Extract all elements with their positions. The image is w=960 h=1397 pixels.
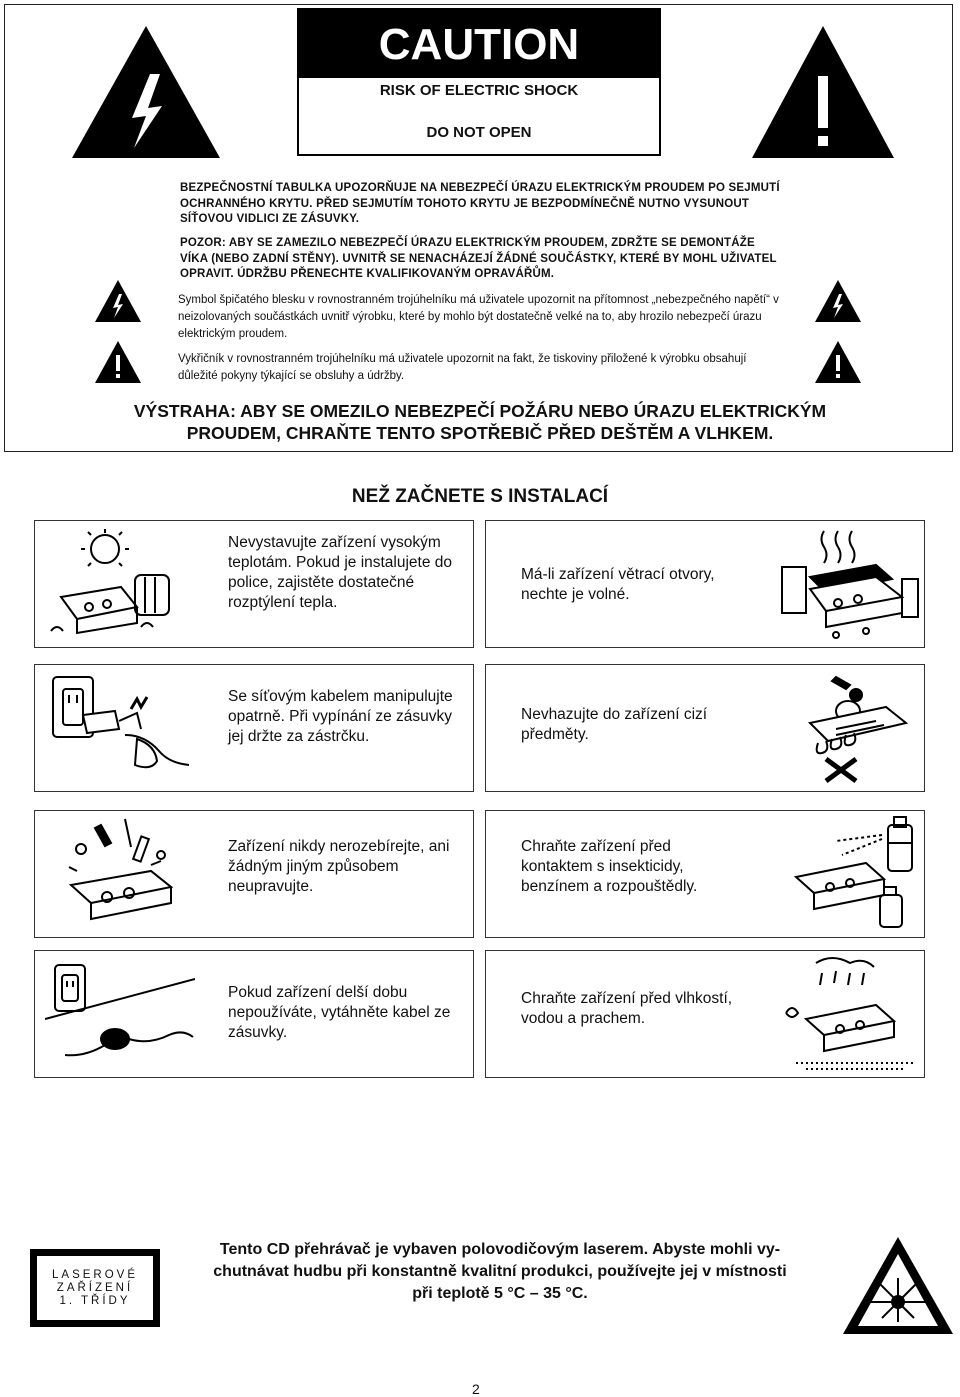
install-text-water: Chraňte zařízení před vlhkostí, vodou a prachem. xyxy=(521,990,733,1027)
lightning-symbol-description: Symbol špičatého blesku v rovnostranném trojúhelníku má uživatele upozornit na přítomnost „nebezpečného napětí“ v neizolovaných součástkách uvnitř výrobku, které by mohlo být dostatečně velké na to, aby hrozilo nebezpečí úrazu elektrickým proudem. xyxy=(178,294,779,340)
foreign-objects-icon xyxy=(776,671,922,789)
install-card-vents xyxy=(485,520,925,648)
page-number: 2 xyxy=(472,1381,480,1397)
safety-para-2: POZOR: ABY SE ZAMEZILO NEBEZPEČÍ ÚRAZU ELEKTRICKÝM PROUDEM, ZDRŽTE SE DEMONTÁŽE VÍKA (NEBO ZADNÍ STĚNY). UVNITŘ SE NENACHÁZEJÍ ŽÁDNÉ SOUČÁSTKY, KTERÉ BY MOHL UŽIVATEL OPRAVIT. ÚDRŽBU PŘENECHTE KVALIFIKOVANÝM OPRAVÁŘŮM. xyxy=(180,237,777,280)
exclamation-symbol-description: Vykřičník v rovnostranném trojúhelníku má uživatele upozornit na fakt, že tiskoviny přiložené k výrobku obsahují důležité pokyny týkající se obsluhy a údržby. xyxy=(178,353,747,382)
exclamation-triangle-icon xyxy=(93,339,143,385)
install-card-heat xyxy=(34,520,474,648)
install-heading: NEŽ ZAČNETE S INSTALACÍ xyxy=(351,486,609,507)
caution-risk-text: RISK OF ELECTRIC SHOCK xyxy=(379,82,579,99)
install-card-objects xyxy=(485,664,925,792)
install-card-chemicals xyxy=(485,810,925,938)
laser-text-line-1: Tento CD přehrávač je vybaven polovodičovým laserem. Abyste mohli vy- xyxy=(219,1241,781,1258)
unplugged-cord-icon xyxy=(45,959,195,1069)
laser-text-line-2: chutnávat hudbu při konstantně kvalitní produkci, používejte jej v místnosti xyxy=(213,1263,787,1280)
laser-text-line-3: při teplotě 5 °C – 35 °C. xyxy=(412,1285,588,1302)
warning-line-1: VÝSTRAHA: ABY SE OMEZILO NEBEZPEČÍ POŽÁRU NEBO ÚRAZU ELEKTRICKÝM xyxy=(133,401,827,421)
install-text-cable: Se síťovým kabelem manipulujte opatrně. Při vypínání ze zásuvky jej držte za zástrčku. xyxy=(228,688,453,745)
install-card-disassemble xyxy=(34,810,474,938)
lightning-triangle-icon xyxy=(93,278,143,324)
laser-label-line-1: LASEROVÉ xyxy=(52,1268,138,1281)
disassembly-icon xyxy=(41,815,201,933)
exclamation-warning-icon xyxy=(748,22,898,162)
water-dust-icon xyxy=(776,953,922,1075)
install-card-water xyxy=(485,950,925,1078)
laser-class-label xyxy=(30,1249,160,1327)
lightning-triangle-icon xyxy=(813,278,863,324)
covered-vents-icon xyxy=(776,527,922,645)
install-text-heat: Nevystavujte zařízení vysokým teplotám. Pokud je instalujete do police, zajistěte dostatečné rozptýlení tepla. xyxy=(228,534,453,611)
caution-box xyxy=(297,8,661,156)
laser-label-line-2: ZAŘÍZENÍ xyxy=(56,1281,134,1294)
laser-label-line-3: 1. TŘÍDY xyxy=(59,1294,131,1307)
install-card-unplug xyxy=(34,950,474,1078)
caution-title: CAUTION xyxy=(299,10,659,78)
install-text-chemicals: Chraňte zařízení před kontaktem s insekticidy, benzínem a rozpouštědly. xyxy=(521,838,698,895)
spray-chemicals-icon xyxy=(776,815,922,935)
warning-line-2: PROUDEM, CHRAŇTE TENTO SPOTŘEBIČ PŘED DEŠTĚM A VLHKEM. xyxy=(186,423,774,443)
install-text-unplug: Pokud zařízení delší dobu nepoužíváte, vytáhněte kabel ze zásuvky. xyxy=(228,984,451,1041)
heat-sun-icon xyxy=(41,527,201,641)
install-text-disassemble: Zařízení nikdy nerozebírejte, ani žádným jiným způsobem neupravujte. xyxy=(228,838,450,895)
install-text-objects: Nevhazujte do zařízení cizí předměty. xyxy=(521,706,708,743)
caution-do-not-open-text: DO NOT OPEN xyxy=(426,124,532,141)
safety-para-1: BEZPEČNOSTNÍ TABULKA UPOZORŇUJE NA NEBEZPEČÍ ÚRAZU ELEKTRICKÝM PROUDEM PO SEJMUTÍ OCHRANNÉHO KRYTU. PŘED SEJMUTÍM TOHOTO KRYTU JE BEZPODMÍNEČNĚ NUTNO VYSUNOUT SÍŤOVOU VIDLICI ZE ZÁSUVKY. xyxy=(180,182,780,225)
install-text-vents: Má-li zařízení větrací otvory, nechte je volné. xyxy=(521,566,715,603)
laser-radiation-icon xyxy=(840,1234,956,1338)
plug-outlet-icon xyxy=(41,671,201,785)
install-card-cable xyxy=(34,664,474,792)
electric-shock-warning-icon xyxy=(68,22,224,162)
exclamation-triangle-icon xyxy=(813,339,863,385)
